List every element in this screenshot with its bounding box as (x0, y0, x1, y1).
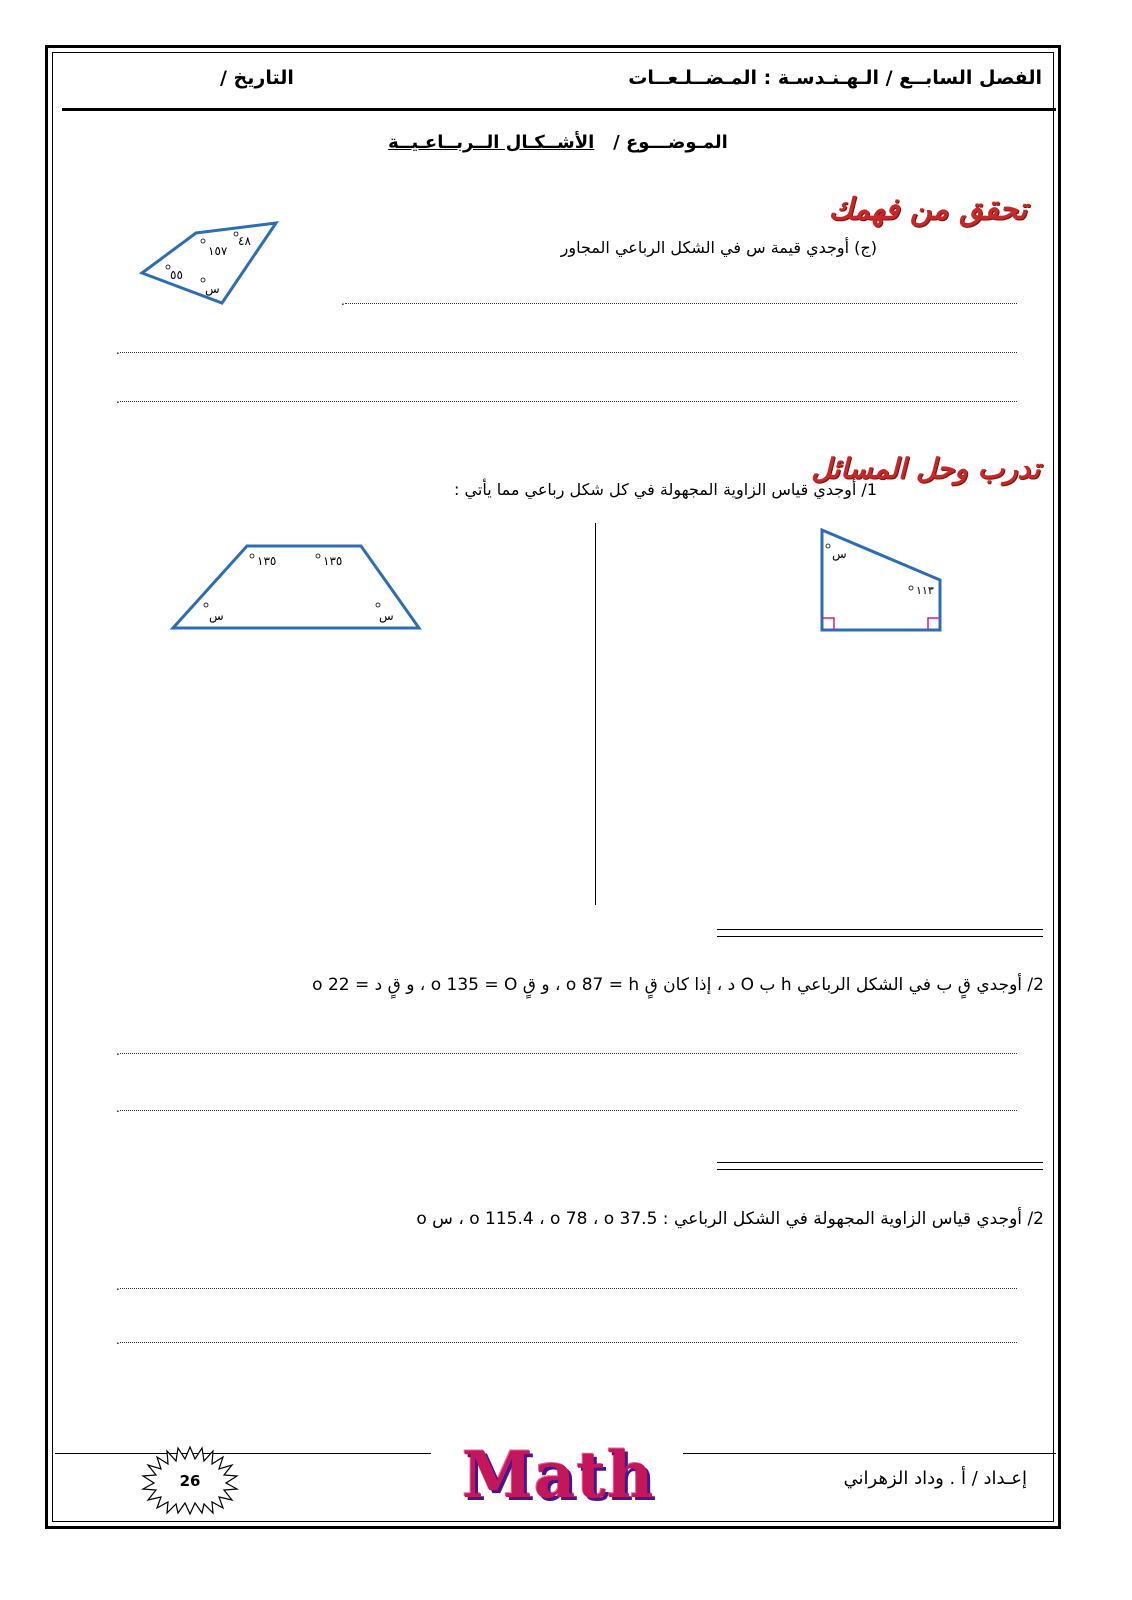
answer-line-7[interactable] (120, 1342, 1017, 1343)
subject-label: المـوضـــوع / (613, 132, 728, 153)
date-label: التاريخ / (220, 67, 294, 89)
check-understanding-heading: تحقق من فهمك (828, 192, 1027, 227)
question-1: 1/ أوجدي قياس الزاوية المجهولة في كل شكل رباعي مما يأتي : (454, 480, 877, 499)
trapezoid-figure-left (165, 538, 430, 638)
separator-double-2a (717, 1162, 1043, 1163)
answer-line-5[interactable] (120, 1110, 1017, 1111)
header-rule (62, 108, 1056, 111)
chapter-title: الفصل السابــع / الـهـنـدسـة : المـضــلـعــات (628, 67, 1042, 89)
answer-line-4[interactable] (120, 1053, 1017, 1054)
question-3: 2/ أوجدي قياس الزاوية المجهولة في الشكل الرباعي : 37.5 o 115.4 ، o 78 ، o ، س o (416, 1209, 1044, 1229)
right-angle-mark-right (928, 618, 940, 630)
angle-label-55: ٥٥ (170, 268, 183, 282)
answer-line-1[interactable] (345, 303, 1017, 304)
right-angle-mark-left (822, 618, 834, 630)
separator-double-2b (717, 1169, 1043, 1170)
answer-line-2[interactable] (120, 352, 1017, 353)
page-number-starburst (140, 1445, 240, 1515)
footer-rule-right (683, 1453, 1056, 1454)
answer-line-3[interactable] (120, 401, 1017, 402)
lesson-subject (388, 132, 728, 153)
page-number: 26 (179, 1472, 201, 1490)
angle-label-135-right: ١٣٥ (323, 554, 343, 568)
angle-label-x: س (205, 282, 220, 296)
figures-divider (595, 523, 596, 905)
quadrilateral-right-shape (822, 530, 940, 630)
separator-double-1b (717, 936, 1043, 937)
quadrilateral-figure-right (810, 522, 950, 637)
angle-label-x: س (832, 547, 847, 561)
question-2: 2/ أوجدي قٍ ب في الشكل الرباعي h ب O د ، إذا كان قٍ o 87 = h ، و قٍ o 135 = O ، و قٍ د = 22 o (312, 975, 1044, 995)
footer-rule-left (55, 1453, 431, 1454)
angle-label-157: ١٥٧ (208, 244, 228, 258)
angle-label-x-right: س (379, 609, 394, 623)
angle-label-113: ١١٣ (916, 584, 934, 597)
math-logo: Math (462, 1438, 655, 1513)
answer-line-6[interactable] (120, 1288, 1017, 1289)
question-c: (ج) أوجدي قيمة س في الشكل الرباعي المجاور (560, 238, 877, 257)
angle-label-x-left: س (209, 609, 224, 623)
subject-title: الأشــكـال الــربــاعـيــة (388, 132, 595, 153)
practice-heading: تدرب وحل المسائل (811, 452, 1040, 485)
angle-label-135-left: ١٣٥ (257, 554, 277, 568)
separator-double-1a (717, 929, 1043, 930)
author-credit: إعـداد / أ . وداد الزهراني (843, 1468, 1027, 1489)
angle-label-48: ٤٨ (238, 234, 251, 248)
quadrilateral-figure-c (130, 215, 290, 310)
